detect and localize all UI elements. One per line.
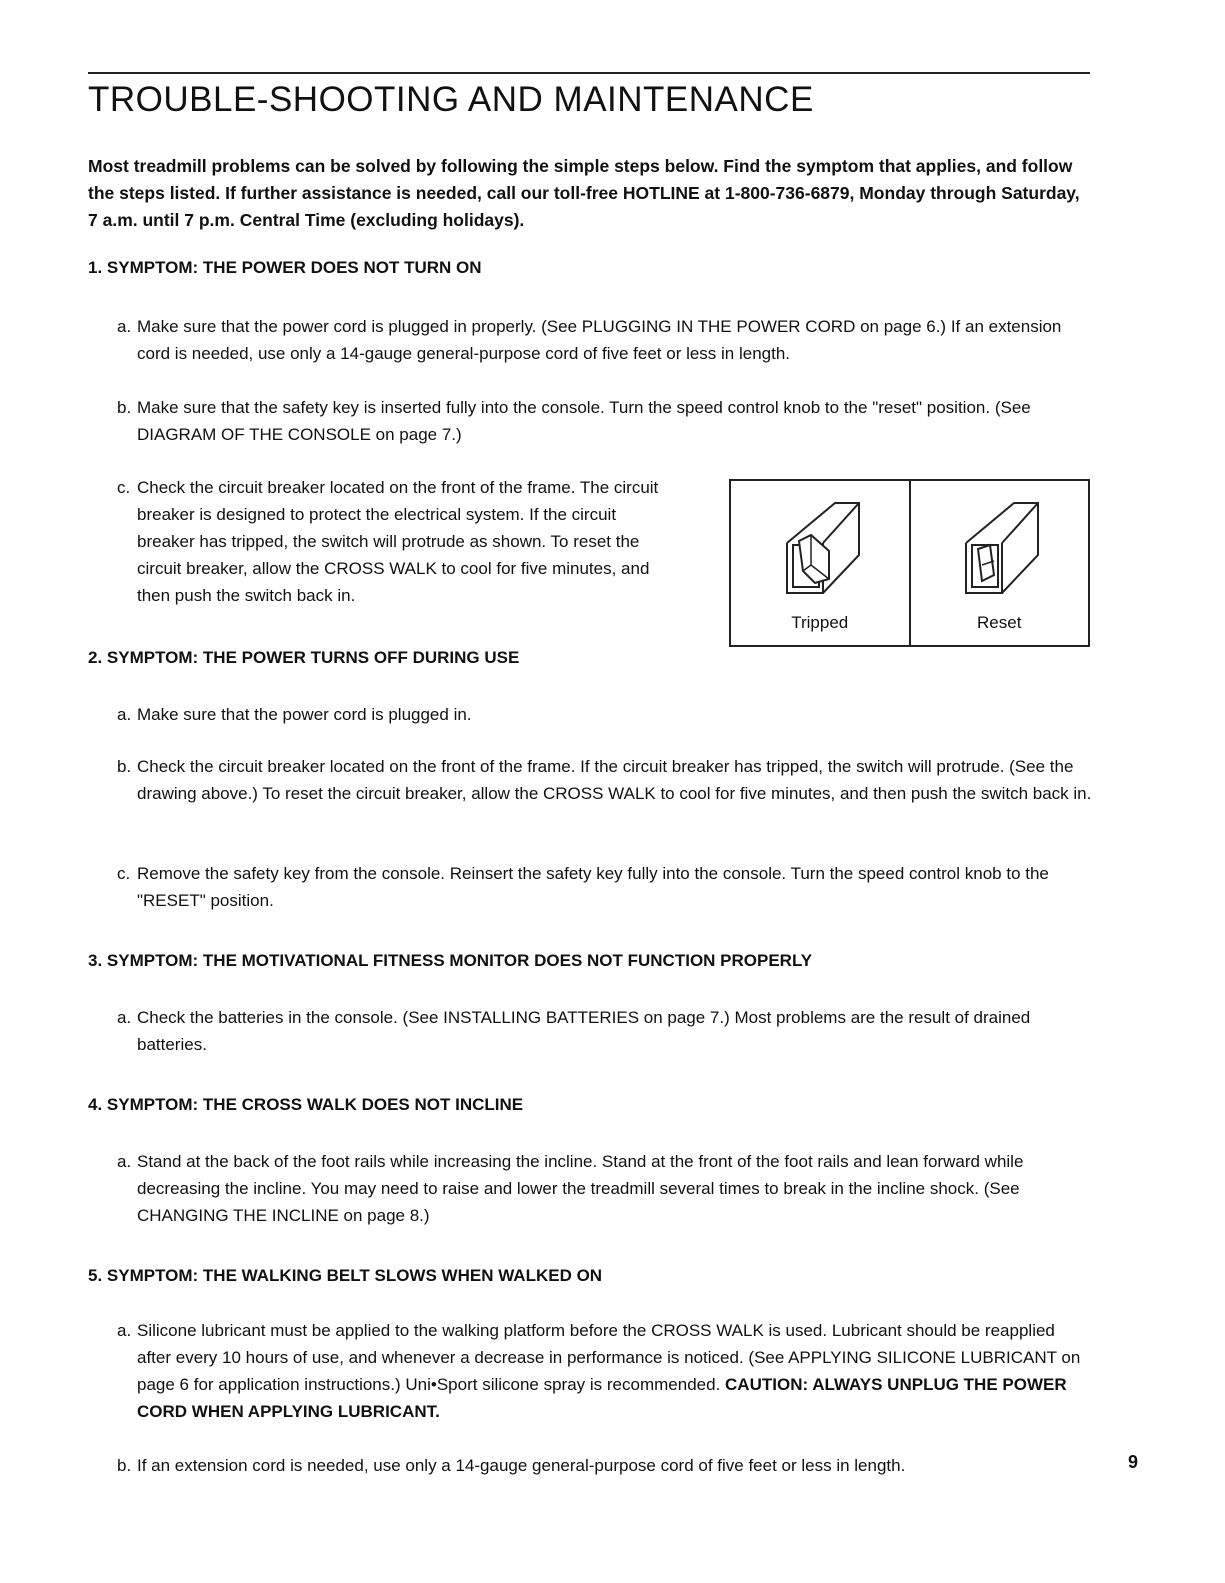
item-letter: a. <box>117 705 132 724</box>
item-text: Remove the safety key from the console. Reinsert the safety key fully into the console. Turn the speed control knob to the "RESET" position. <box>137 864 1049 910</box>
item-text: Make sure that the power cord is plugged in. <box>137 705 472 724</box>
caution-note: CAUTION: ALWAYS UNPLUG THE POWER CORD WHEN APPLYING LUBRICANT. <box>137 1375 1067 1421</box>
page-title: TROUBLE-SHOOTING AND MAINTENANCE <box>88 80 814 119</box>
section-5-item-b <box>117 1452 1092 1479</box>
item-text: Stand at the back of the foot rails while increasing the incline. Stand at the front of the foot rails and lean forward while decreasing the incline. You may need to raise and lower the treadmill several times to break in the incline shock. (See CHANGING THE INCLINE on page 8.) <box>137 1152 1024 1225</box>
tripped-switch-icon <box>775 495 865 595</box>
item-text: Check the batteries in the console. (See INSTALLING BATTERIES on page 7.) Most problems are the result of drained batteries. <box>137 1008 1031 1054</box>
section-2-item-b <box>117 753 1092 807</box>
item-letter: a. <box>117 317 132 336</box>
item-text: Check the circuit breaker located on the front of the frame. If the circuit breaker has tripped, the switch will protrude. (See the drawing above.) To reset the circuit breaker, allow the CROSS WALK to cool for five minutes, and then push the switch back in. <box>137 757 1092 803</box>
section-1-item-b <box>117 394 1092 448</box>
section-2-item-a <box>117 701 1087 728</box>
reset-panel <box>909 481 1089 645</box>
page-number: 9 <box>1128 1452 1139 1472</box>
item-letter: a. <box>117 1008 132 1027</box>
section-3-item-a <box>117 1004 1057 1058</box>
item-text: If an extension cord is needed, use only a 14-gauge general-purpose cord of five feet or less in length. <box>137 1456 906 1475</box>
section-1-item-c <box>117 474 677 609</box>
item-text: Make sure that the safety key is inserted fully into the console. Turn the speed control knob to the "reset" position. (See DIAGRAM OF THE CONSOLE on page 7.) <box>137 398 1031 444</box>
item-letter: b. <box>117 398 132 417</box>
section-4-heading: 4. SYMPTOM: THE CROSS WALK DOES NOT INCLINE <box>88 1095 524 1114</box>
intro-paragraph: Most treadmill problems can be solved by following the simple steps below. Find the symptom that applies, and follow the steps listed. If further assistance is needed, call our toll-free HOTLINE at 1-800-736-6879, Monday through Saturday, 7 a.m. until 7 p.m. Central Time (excluding holidays). <box>88 156 1080 230</box>
section-4-item-a <box>117 1148 1092 1229</box>
section-5-item-a <box>117 1317 1092 1425</box>
item-text: Make sure that the power cord is plugged in properly. (See PLUGGING IN THE POWER CORD on page 6.) If an extension cord is needed, use only a 14-gauge general-purpose cord of five feet or less in length. <box>137 317 1062 363</box>
item-letter: a. <box>117 1152 132 1171</box>
section-3-heading: 3. SYMPTOM: THE MOTIVATIONAL FITNESS MONITOR DOES NOT FUNCTION PROPERLY <box>88 951 813 970</box>
item-letter: c. <box>117 864 131 883</box>
item-text: Check the circuit breaker located on the front of the frame. The circuit breaker is designed to protect the electrical system. If the circuit breaker has tripped, the switch will protrude as shown. To reset the circuit breaker, allow the CROSS WALK to cool for five minutes, and then push the switch back in. <box>137 478 659 605</box>
item-letter: a. <box>117 1321 132 1340</box>
section-5-heading: 5. SYMPTOM: THE WALKING BELT SLOWS WHEN WALKED ON <box>88 1266 603 1285</box>
reset-caption: Reset <box>977 613 1022 632</box>
section-1-heading: 1. SYMPTOM: THE POWER DOES NOT TURN ON <box>88 258 482 277</box>
header-rule <box>88 72 1090 74</box>
section-2-heading: 2. SYMPTOM: THE POWER TURNS OFF DURING USE <box>88 648 520 667</box>
tripped-caption: Tripped <box>791 613 849 632</box>
reset-switch-icon <box>954 495 1044 595</box>
tripped-panel <box>731 481 909 645</box>
section-1-item-a <box>117 313 1087 367</box>
lubricant-instructions: Silicone lubricant must be applied to the walking platform before the CROSS WALK is used. Lubricant should be reapplied after every 10 hours of use, and whenever a decrease in performance is noticed. (See APPLYING SILICONE LUBRICANT on page 6 for application instructions.) Uni•Sport silicone spray is recommended. <box>137 1321 1081 1394</box>
item-letter: b. <box>117 757 132 776</box>
item-letter: c. <box>117 478 131 497</box>
item-text <box>117 1317 1092 1425</box>
section-2-item-c <box>117 860 1092 914</box>
item-letter: b. <box>117 1456 132 1475</box>
circuit-breaker-figure <box>729 479 1090 647</box>
